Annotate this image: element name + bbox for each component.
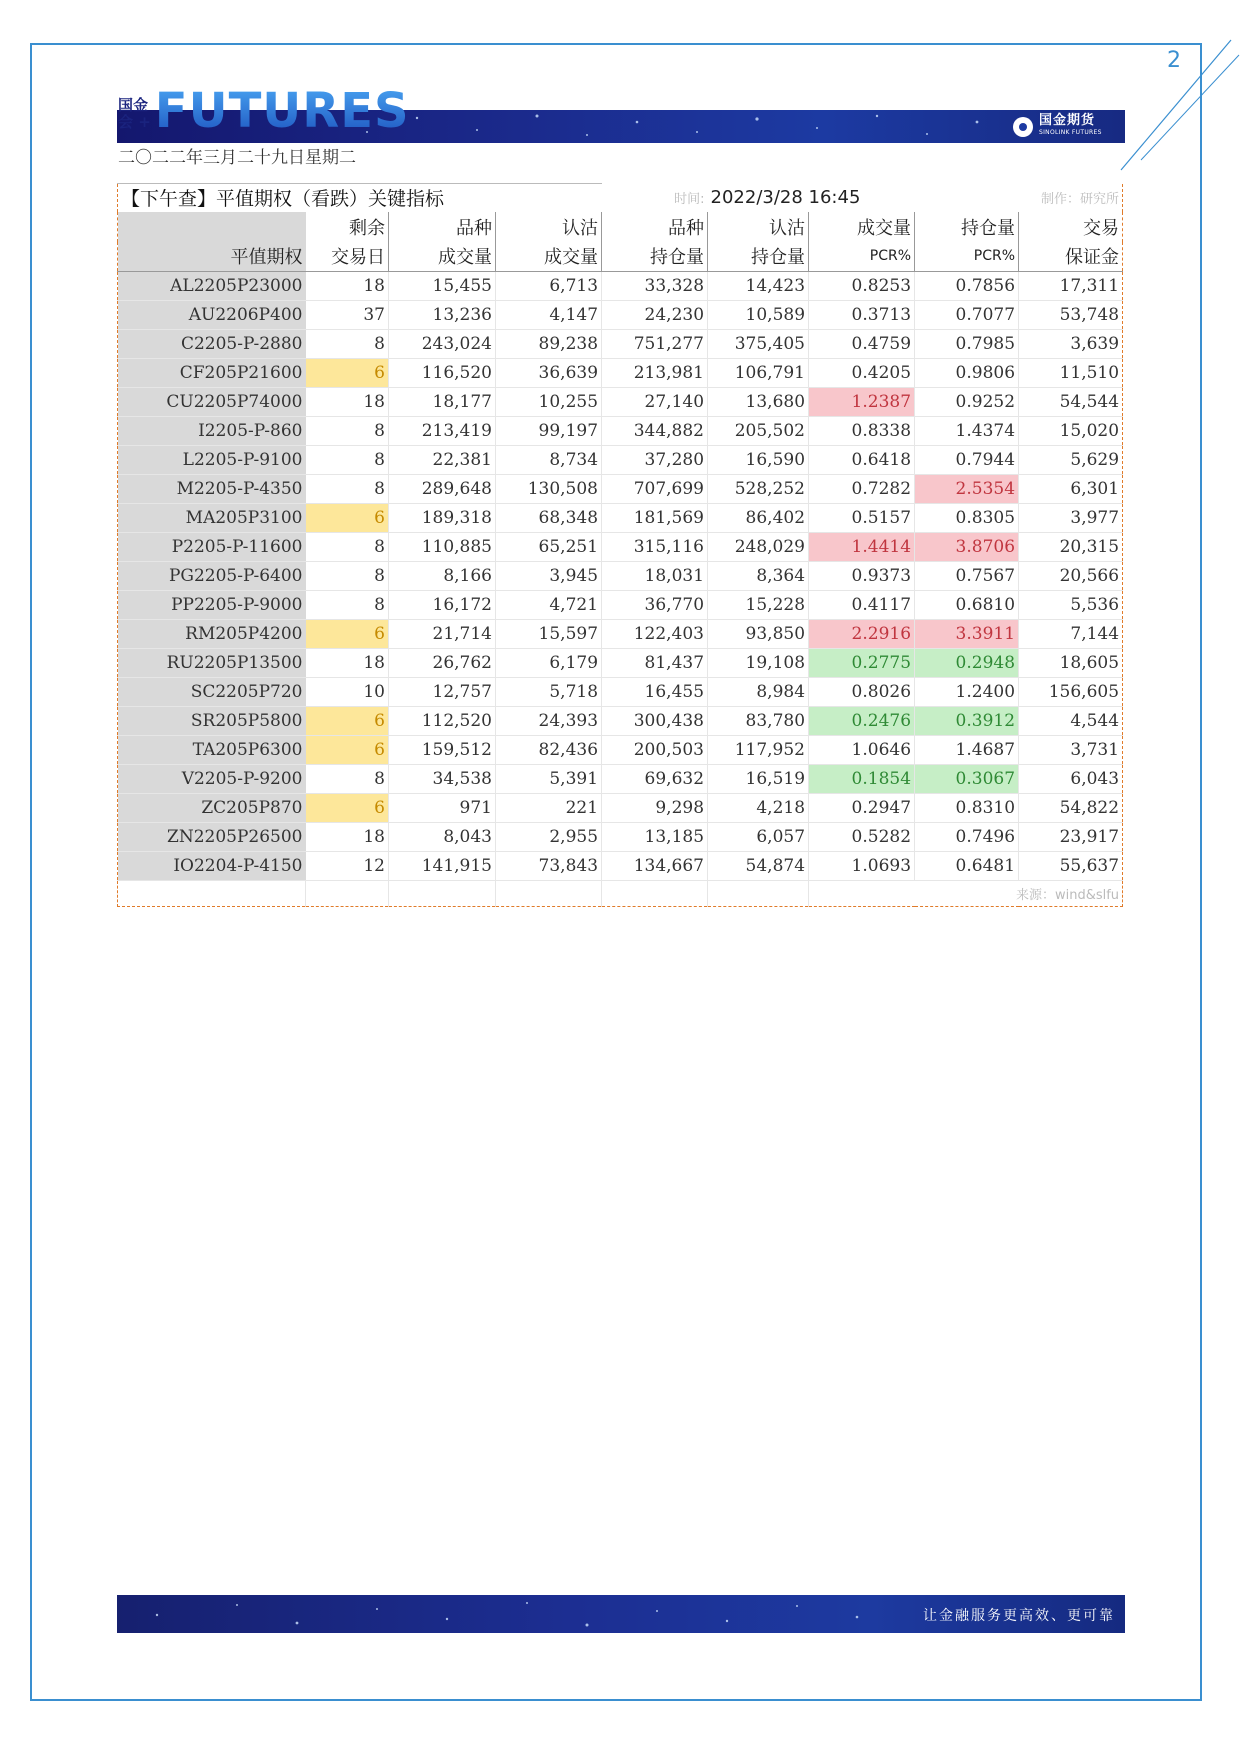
days-left-cell: 8 <box>306 562 389 591</box>
volume-pcr-cell: 1.0646 <box>809 736 915 765</box>
option-name-cell: P2205-P-11600 <box>118 533 306 562</box>
oi-pcr-cell: 0.7856 <box>915 272 1019 301</box>
variety-volume-cell: 21,714 <box>389 620 496 649</box>
days-left-cell: 8 <box>306 475 389 504</box>
volume-pcr-cell: 0.8253 <box>809 272 915 301</box>
brand-logo <box>1013 114 1102 140</box>
header-top-cell: 认沽 <box>708 212 809 242</box>
brand-circle-icon <box>1013 117 1033 137</box>
variety-oi-cell: 27,140 <box>602 388 708 417</box>
option-name-cell: SR205P5800 <box>118 707 306 736</box>
put-volume-cell: 3,945 <box>496 562 602 591</box>
variety-volume-cell: 8,043 <box>389 823 496 852</box>
futures-logo <box>118 83 410 139</box>
margin-cell: 4,544 <box>1019 707 1123 736</box>
margin-cell: 3,731 <box>1019 736 1123 765</box>
source-note: 来源：wind&slfu <box>915 881 1123 907</box>
days-left-cell: 18 <box>306 649 389 678</box>
table-row <box>118 301 1123 330</box>
days-left-cell: 6 <box>306 620 389 649</box>
margin-cell: 55,637 <box>1019 852 1123 881</box>
table-row <box>118 446 1123 475</box>
put-volume-cell: 4,147 <box>496 301 602 330</box>
variety-volume-cell: 971 <box>389 794 496 823</box>
days-left-cell: 8 <box>306 417 389 446</box>
margin-cell: 3,977 <box>1019 504 1123 533</box>
oi-pcr-cell: 3.3911 <box>915 620 1019 649</box>
header-bottom-cell: 保证金 <box>1019 242 1123 272</box>
header-bottom-cell: 持仓量 <box>602 242 708 272</box>
page-number: 2 <box>1167 48 1181 73</box>
variety-volume-cell: 243,024 <box>389 330 496 359</box>
margin-cell: 5,629 <box>1019 446 1123 475</box>
days-left-cell: 6 <box>306 504 389 533</box>
brand-name-en: SINOLINK FUTURES <box>1039 129 1102 136</box>
margin-cell: 156,605 <box>1019 678 1123 707</box>
variety-oi-cell: 18,031 <box>602 562 708 591</box>
margin-cell: 20,566 <box>1019 562 1123 591</box>
put-volume-cell: 73,843 <box>496 852 602 881</box>
put-volume-cell: 5,391 <box>496 765 602 794</box>
variety-oi-cell: 37,280 <box>602 446 708 475</box>
variety-oi-cell: 200,503 <box>602 736 708 765</box>
variety-oi-cell: 751,277 <box>602 330 708 359</box>
option-name-cell: PG2205-P-6400 <box>118 562 306 591</box>
days-left-cell: 8 <box>306 533 389 562</box>
variety-volume-cell: 15,455 <box>389 272 496 301</box>
option-name-cell: CU2205P74000 <box>118 388 306 417</box>
volume-pcr-cell: 2.2916 <box>809 620 915 649</box>
footer-slogan: 让金融服务更高效、更可靠 <box>923 1608 1115 1624</box>
variety-volume-cell: 34,538 <box>389 765 496 794</box>
margin-cell: 53,748 <box>1019 301 1123 330</box>
table-row <box>118 417 1123 446</box>
option-name-cell: IO2204-P-4150 <box>118 852 306 881</box>
put-volume-cell: 5,718 <box>496 678 602 707</box>
put-oi-cell: 106,791 <box>708 359 809 388</box>
table-row <box>118 359 1123 388</box>
options-table-container <box>117 183 1122 907</box>
volume-pcr-cell: 0.2476 <box>809 707 915 736</box>
volume-pcr-cell: 0.5157 <box>809 504 915 533</box>
variety-volume-cell: 16,172 <box>389 591 496 620</box>
margin-cell: 6,301 <box>1019 475 1123 504</box>
oi-pcr-cell: 0.9252 <box>915 388 1019 417</box>
margin-cell: 54,822 <box>1019 794 1123 823</box>
table-row <box>118 562 1123 591</box>
put-volume-cell: 221 <box>496 794 602 823</box>
time-value: 2022/3/28 16:45 <box>710 187 861 208</box>
volume-pcr-cell: 1.4414 <box>809 533 915 562</box>
header-bottom-cell: 持仓量 <box>708 242 809 272</box>
source-row <box>118 881 1123 907</box>
option-name-cell: C2205-P-2880 <box>118 330 306 359</box>
variety-oi-cell: 315,116 <box>602 533 708 562</box>
variety-oi-cell: 81,437 <box>602 649 708 678</box>
option-name-cell: M2205-P-4350 <box>118 475 306 504</box>
margin-cell: 11,510 <box>1019 359 1123 388</box>
maker-label: 制作：研究所 <box>915 184 1123 212</box>
time-label: 时间: <box>674 192 705 207</box>
put-oi-cell: 8,364 <box>708 562 809 591</box>
oi-pcr-cell: 1.4687 <box>915 736 1019 765</box>
put-oi-cell: 86,402 <box>708 504 809 533</box>
table-row <box>118 533 1123 562</box>
table-row <box>118 620 1123 649</box>
header-bottom-cell: 交易日 <box>306 242 389 272</box>
option-name-cell: ZN2205P26500 <box>118 823 306 852</box>
volume-pcr-cell: 0.6418 <box>809 446 915 475</box>
put-volume-cell: 24,393 <box>496 707 602 736</box>
days-left-cell: 37 <box>306 301 389 330</box>
volume-pcr-cell: 0.2947 <box>809 794 915 823</box>
oi-pcr-cell: 0.8305 <box>915 504 1019 533</box>
margin-cell: 18,605 <box>1019 649 1123 678</box>
header-bottom-cell: 成交量 <box>389 242 496 272</box>
table-row <box>118 272 1123 301</box>
oi-pcr-cell: 0.2948 <box>915 649 1019 678</box>
volume-pcr-cell: 0.9373 <box>809 562 915 591</box>
header-bottom-cell: 平值期权 <box>118 242 306 272</box>
brand-name-cn: 国金期货 <box>1039 113 1096 128</box>
put-volume-cell: 82,436 <box>496 736 602 765</box>
variety-oi-cell: 36,770 <box>602 591 708 620</box>
variety-volume-cell: 116,520 <box>389 359 496 388</box>
oi-pcr-cell: 0.7567 <box>915 562 1019 591</box>
put-oi-cell: 13,680 <box>708 388 809 417</box>
oi-pcr-cell: 0.3912 <box>915 707 1019 736</box>
days-left-cell: 6 <box>306 707 389 736</box>
oi-pcr-cell: 1.2400 <box>915 678 1019 707</box>
days-left-cell: 6 <box>306 359 389 388</box>
margin-cell: 15,020 <box>1019 417 1123 446</box>
option-name-cell: I2205-P-860 <box>118 417 306 446</box>
put-oi-cell: 16,590 <box>708 446 809 475</box>
oi-pcr-cell: 0.9806 <box>915 359 1019 388</box>
header-top-cell: 品种 <box>602 212 708 242</box>
volume-pcr-cell: 0.4117 <box>809 591 915 620</box>
days-left-cell: 10 <box>306 678 389 707</box>
margin-cell: 7,144 <box>1019 620 1123 649</box>
volume-pcr-cell: 0.2775 <box>809 649 915 678</box>
volume-pcr-cell: 1.2387 <box>809 388 915 417</box>
table-row <box>118 678 1123 707</box>
option-name-cell: TA205P6300 <box>118 736 306 765</box>
days-left-cell: 12 <box>306 852 389 881</box>
variety-volume-cell: 13,236 <box>389 301 496 330</box>
table-body <box>118 272 1123 881</box>
variety-oi-cell: 134,667 <box>602 852 708 881</box>
put-oi-cell: 248,029 <box>708 533 809 562</box>
table-row <box>118 794 1123 823</box>
option-name-cell: AU2206P400 <box>118 301 306 330</box>
header-bottom-cell: PCR% <box>915 242 1019 272</box>
table-row <box>118 707 1123 736</box>
table-title-row <box>118 184 1123 212</box>
variety-volume-cell: 8,166 <box>389 562 496 591</box>
footer-banner <box>117 1595 1125 1633</box>
option-name-cell: ZC205P870 <box>118 794 306 823</box>
header-top-cell: 剩余 <box>306 212 389 242</box>
put-volume-cell: 4,721 <box>496 591 602 620</box>
days-left-cell: 8 <box>306 330 389 359</box>
table-title: 【下午查】平值期权（看跌）关键指标 <box>118 184 602 212</box>
logo-wordmark: FUTURES <box>154 83 410 139</box>
volume-pcr-cell: 0.8338 <box>809 417 915 446</box>
put-oi-cell: 93,850 <box>708 620 809 649</box>
option-name-cell: PP2205-P-9000 <box>118 591 306 620</box>
volume-pcr-cell: 0.7282 <box>809 475 915 504</box>
variety-oi-cell: 122,403 <box>602 620 708 649</box>
variety-volume-cell: 141,915 <box>389 852 496 881</box>
volume-pcr-cell: 1.0693 <box>809 852 915 881</box>
table-row <box>118 736 1123 765</box>
variety-volume-cell: 159,512 <box>389 736 496 765</box>
options-table <box>117 183 1123 907</box>
option-name-cell: CF205P21600 <box>118 359 306 388</box>
variety-volume-cell: 22,381 <box>389 446 496 475</box>
variety-oi-cell: 16,455 <box>602 678 708 707</box>
table-row <box>118 330 1123 359</box>
put-volume-cell: 15,597 <box>496 620 602 649</box>
variety-oi-cell: 69,632 <box>602 765 708 794</box>
option-name-cell: RM205P4200 <box>118 620 306 649</box>
logo-mark: 国金 会 + <box>118 96 151 131</box>
put-volume-cell: 99,197 <box>496 417 602 446</box>
put-volume-cell: 68,348 <box>496 504 602 533</box>
header-top-cell: 交易 <box>1019 212 1123 242</box>
header-row-top <box>118 212 1123 242</box>
put-volume-cell: 6,713 <box>496 272 602 301</box>
volume-pcr-cell: 0.3713 <box>809 301 915 330</box>
table-row <box>118 823 1123 852</box>
variety-oi-cell: 33,328 <box>602 272 708 301</box>
option-name-cell: MA205P3100 <box>118 504 306 533</box>
oi-pcr-cell: 0.8310 <box>915 794 1019 823</box>
variety-oi-cell: 181,569 <box>602 504 708 533</box>
variety-oi-cell: 13,185 <box>602 823 708 852</box>
put-oi-cell: 54,874 <box>708 852 809 881</box>
put-oi-cell: 117,952 <box>708 736 809 765</box>
margin-cell: 20,315 <box>1019 533 1123 562</box>
header-row-bottom <box>118 242 1123 272</box>
days-left-cell: 8 <box>306 446 389 475</box>
volume-pcr-cell: 0.8026 <box>809 678 915 707</box>
table-row <box>118 388 1123 417</box>
oi-pcr-cell: 0.7985 <box>915 330 1019 359</box>
put-oi-cell: 8,984 <box>708 678 809 707</box>
header-top-cell: 品种 <box>389 212 496 242</box>
put-volume-cell: 36,639 <box>496 359 602 388</box>
variety-volume-cell: 289,648 <box>389 475 496 504</box>
variety-volume-cell: 26,762 <box>389 649 496 678</box>
margin-cell: 54,544 <box>1019 388 1123 417</box>
volume-pcr-cell: 0.4759 <box>809 330 915 359</box>
variety-volume-cell: 213,419 <box>389 417 496 446</box>
oi-pcr-cell: 0.3067 <box>915 765 1019 794</box>
variety-volume-cell: 189,318 <box>389 504 496 533</box>
margin-cell: 23,917 <box>1019 823 1123 852</box>
header-top-cell <box>118 212 306 242</box>
put-oi-cell: 4,218 <box>708 794 809 823</box>
volume-pcr-cell: 0.5282 <box>809 823 915 852</box>
oi-pcr-cell: 0.6810 <box>915 591 1019 620</box>
put-volume-cell: 65,251 <box>496 533 602 562</box>
put-oi-cell: 528,252 <box>708 475 809 504</box>
table-row <box>118 475 1123 504</box>
days-left-cell: 8 <box>306 591 389 620</box>
header-top-cell: 成交量 <box>809 212 915 242</box>
header-bottom-cell: PCR% <box>809 242 915 272</box>
oi-pcr-cell: 0.7944 <box>915 446 1019 475</box>
corner-decoration <box>1081 0 1241 190</box>
put-oi-cell: 15,228 <box>708 591 809 620</box>
put-volume-cell: 10,255 <box>496 388 602 417</box>
put-oi-cell: 10,589 <box>708 301 809 330</box>
table-row <box>118 649 1123 678</box>
option-name-cell: V2205-P-9200 <box>118 765 306 794</box>
put-volume-cell: 89,238 <box>496 330 602 359</box>
header-top-cell: 持仓量 <box>915 212 1019 242</box>
report-date: 二〇二二年三月二十九日星期二 <box>118 148 356 168</box>
variety-volume-cell: 18,177 <box>389 388 496 417</box>
table-row <box>118 852 1123 881</box>
put-volume-cell: 6,179 <box>496 649 602 678</box>
variety-oi-cell: 300,438 <box>602 707 708 736</box>
days-left-cell: 18 <box>306 388 389 417</box>
option-name-cell: L2205-P-9100 <box>118 446 306 475</box>
oi-pcr-cell: 0.6481 <box>915 852 1019 881</box>
margin-cell: 6,043 <box>1019 765 1123 794</box>
variety-oi-cell: 213,981 <box>602 359 708 388</box>
table-row <box>118 504 1123 533</box>
days-left-cell: 6 <box>306 794 389 823</box>
option-name-cell: RU2205P13500 <box>118 649 306 678</box>
put-volume-cell: 130,508 <box>496 475 602 504</box>
oi-pcr-cell: 0.7077 <box>915 301 1019 330</box>
oi-pcr-cell: 3.8706 <box>915 533 1019 562</box>
put-volume-cell: 8,734 <box>496 446 602 475</box>
days-left-cell: 18 <box>306 823 389 852</box>
table-row <box>118 765 1123 794</box>
oi-pcr-cell: 0.7496 <box>915 823 1019 852</box>
option-name-cell: AL2205P23000 <box>118 272 306 301</box>
put-oi-cell: 83,780 <box>708 707 809 736</box>
variety-volume-cell: 110,885 <box>389 533 496 562</box>
oi-pcr-cell: 2.5354 <box>915 475 1019 504</box>
oi-pcr-cell: 1.4374 <box>915 417 1019 446</box>
put-oi-cell: 205,502 <box>708 417 809 446</box>
days-left-cell: 8 <box>306 765 389 794</box>
put-oi-cell: 14,423 <box>708 272 809 301</box>
variety-oi-cell: 9,298 <box>602 794 708 823</box>
volume-pcr-cell: 0.1854 <box>809 765 915 794</box>
margin-cell: 3,639 <box>1019 330 1123 359</box>
header-top-cell: 认沽 <box>496 212 602 242</box>
margin-cell: 5,536 <box>1019 591 1123 620</box>
header-bottom-cell: 成交量 <box>496 242 602 272</box>
put-oi-cell: 375,405 <box>708 330 809 359</box>
volume-pcr-cell: 0.4205 <box>809 359 915 388</box>
variety-oi-cell: 24,230 <box>602 301 708 330</box>
variety-oi-cell: 707,699 <box>602 475 708 504</box>
put-volume-cell: 2,955 <box>496 823 602 852</box>
margin-cell: 17,311 <box>1019 272 1123 301</box>
table-row <box>118 591 1123 620</box>
days-left-cell: 6 <box>306 736 389 765</box>
days-left-cell: 18 <box>306 272 389 301</box>
option-name-cell: SC2205P720 <box>118 678 306 707</box>
put-oi-cell: 6,057 <box>708 823 809 852</box>
put-oi-cell: 19,108 <box>708 649 809 678</box>
variety-volume-cell: 12,757 <box>389 678 496 707</box>
variety-volume-cell: 112,520 <box>389 707 496 736</box>
variety-oi-cell: 344,882 <box>602 417 708 446</box>
put-oi-cell: 16,519 <box>708 765 809 794</box>
